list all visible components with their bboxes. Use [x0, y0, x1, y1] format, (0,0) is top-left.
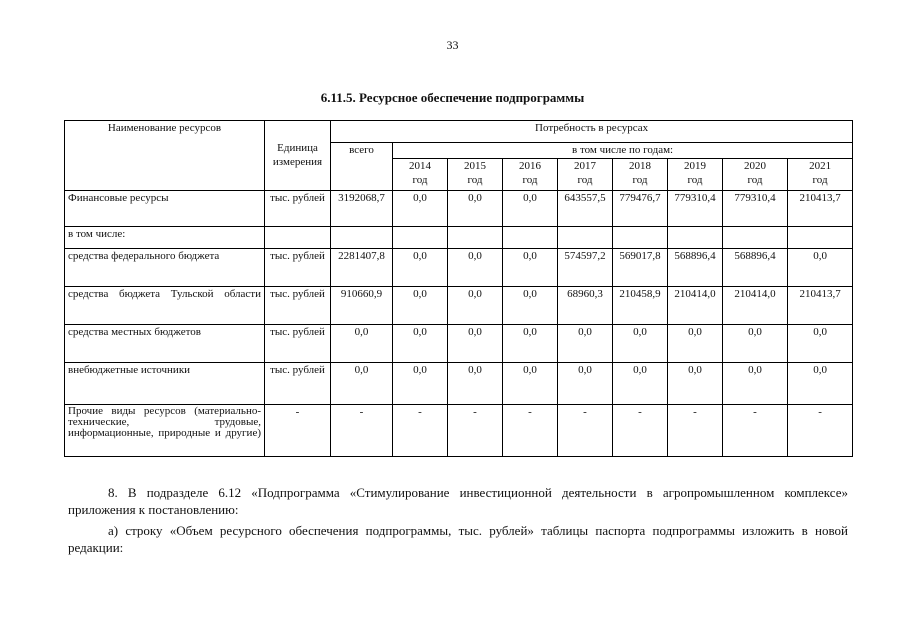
header-row-1 — [65, 121, 853, 143]
row-value: 0,0 — [393, 363, 448, 405]
year-label: 2015 — [464, 160, 486, 172]
row-value — [558, 227, 613, 249]
header-year — [558, 159, 613, 191]
row-value: 0,0 — [668, 363, 723, 405]
row-name: Финансовые ресурсы — [65, 191, 265, 227]
row-unit: тыс. рублей — [265, 325, 331, 363]
row-unit: тыс. рублей — [265, 191, 331, 227]
row-unit: - — [265, 405, 331, 457]
row-value: 0,0 — [668, 325, 723, 363]
row-value: 0,0 — [613, 363, 668, 405]
row-value: 0,0 — [788, 249, 853, 287]
header-year — [723, 159, 788, 191]
row-value: 779310,4 — [668, 191, 723, 227]
row-total: 3192068,7 — [331, 191, 393, 227]
row-value: 0,0 — [503, 191, 558, 227]
row-value: 568896,4 — [723, 249, 788, 287]
row-value: 210414,0 — [723, 287, 788, 325]
row-total: 2281407,8 — [331, 249, 393, 287]
year-suffix: год — [747, 174, 763, 186]
row-value: 0,0 — [393, 287, 448, 325]
row-value: 210458,9 — [613, 287, 668, 325]
row-value: 0,0 — [723, 325, 788, 363]
table-row — [65, 363, 853, 405]
row-value: 569017,8 — [613, 249, 668, 287]
row-value: - — [393, 405, 448, 457]
row-name: Прочие виды ресурсов (материально-технические, трудовые, информационные, природные и другие) — [65, 405, 265, 457]
header-total: всего — [331, 143, 393, 191]
row-value — [723, 227, 788, 249]
row-value: 68960,3 — [558, 287, 613, 325]
row-value — [448, 227, 503, 249]
year-suffix: год — [412, 174, 428, 186]
row-value: 0,0 — [788, 363, 853, 405]
row-value: 643557,5 — [558, 191, 613, 227]
table-row — [65, 191, 853, 227]
row-value — [393, 227, 448, 249]
year-label: 2021 — [809, 160, 832, 172]
row-value: 779476,7 — [613, 191, 668, 227]
resource-table — [64, 120, 853, 457]
header-year — [613, 159, 668, 191]
paragraph-subpoint: а) строку «Объем ресурсного обеспечения подпрограммы, тыс. рублей» таблицы паспорта подпрограммы изложить в новой редакции: — [68, 523, 848, 555]
table-row — [65, 227, 853, 249]
row-value: 0,0 — [503, 287, 558, 325]
row-value: 0,0 — [393, 191, 448, 227]
row-total: - — [331, 405, 393, 457]
row-value — [613, 227, 668, 249]
header-year — [448, 159, 503, 191]
row-value: 0,0 — [503, 249, 558, 287]
row-value: 0,0 — [558, 363, 613, 405]
year-label: 2020 — [744, 160, 766, 172]
row-value: 0,0 — [558, 325, 613, 363]
row-value: 210413,7 — [788, 287, 853, 325]
row-name: средства бюджета Тульской области — [65, 287, 265, 325]
row-value: 210414,0 — [668, 287, 723, 325]
page-number: 33 — [446, 38, 459, 52]
row-name: средства местных бюджетов — [65, 325, 265, 363]
year-suffix: год — [467, 174, 483, 186]
year-suffix: год — [687, 174, 703, 186]
row-value: - — [788, 405, 853, 457]
header-year — [668, 159, 723, 191]
row-unit — [265, 227, 331, 249]
row-value: 0,0 — [448, 363, 503, 405]
row-value: - — [448, 405, 503, 457]
row-value — [503, 227, 558, 249]
row-value: - — [503, 405, 558, 457]
header-need: Потребность в ресурсах — [331, 121, 853, 143]
row-value: 0,0 — [448, 191, 503, 227]
row-value: 0,0 — [448, 249, 503, 287]
header-name: Наименование ресурсов — [65, 121, 265, 191]
header-unit: Единица измерения — [265, 121, 331, 191]
row-value: 0,0 — [393, 249, 448, 287]
year-suffix: год — [632, 174, 648, 186]
row-name: в том числе: — [65, 227, 265, 249]
row-total — [331, 227, 393, 249]
row-value: 0,0 — [393, 325, 448, 363]
row-value: - — [613, 405, 668, 457]
table-row — [65, 287, 853, 325]
row-value: 0,0 — [503, 363, 558, 405]
row-total: 0,0 — [331, 363, 393, 405]
year-label: 2017 — [574, 160, 596, 172]
row-total: 0,0 — [331, 325, 393, 363]
row-value: 0,0 — [448, 287, 503, 325]
header-year — [503, 159, 558, 191]
row-unit: тыс. рублей — [265, 363, 331, 405]
row-unit: тыс. рублей — [265, 287, 331, 325]
row-value: 0,0 — [503, 325, 558, 363]
row-value: 779310,4 — [723, 191, 788, 227]
row-value: 0,0 — [613, 325, 668, 363]
row-total: 910660,9 — [331, 287, 393, 325]
row-value — [668, 227, 723, 249]
year-suffix: год — [577, 174, 593, 186]
row-name: средства федерального бюджета — [65, 249, 265, 287]
year-label: 2019 — [684, 160, 706, 172]
row-value: - — [558, 405, 613, 457]
header-year — [393, 159, 448, 191]
row-value: - — [723, 405, 788, 457]
year-label: 2014 — [409, 160, 431, 172]
row-value: - — [668, 405, 723, 457]
section-title: 6.11.5. Ресурсное обеспечение подпрограммы — [320, 90, 585, 105]
row-value — [788, 227, 853, 249]
row-value: 0,0 — [723, 363, 788, 405]
year-label: 2016 — [519, 160, 541, 172]
table-row — [65, 249, 853, 287]
row-unit: тыс. рублей — [265, 249, 331, 287]
year-suffix: год — [522, 174, 538, 186]
row-value: 568896,4 — [668, 249, 723, 287]
table-row — [65, 325, 853, 363]
row-value: 574597,2 — [558, 249, 613, 287]
row-value: 0,0 — [788, 325, 853, 363]
row-value: 0,0 — [448, 325, 503, 363]
year-label: 2018 — [629, 160, 651, 172]
paragraph-amendment: 8. В подразделе 6.12 «Подпрограмма «Стимулирование инвестиционной деятельности в агропромышленном комплексе» приложения к постановлению: — [68, 485, 848, 517]
table-row — [65, 405, 853, 457]
header-year — [788, 159, 853, 191]
header-by-years: в том числе по годам: — [393, 143, 853, 159]
year-suffix: год — [812, 174, 828, 186]
row-name: внебюджетные источники — [65, 363, 265, 405]
row-value: 210413,7 — [788, 191, 853, 227]
